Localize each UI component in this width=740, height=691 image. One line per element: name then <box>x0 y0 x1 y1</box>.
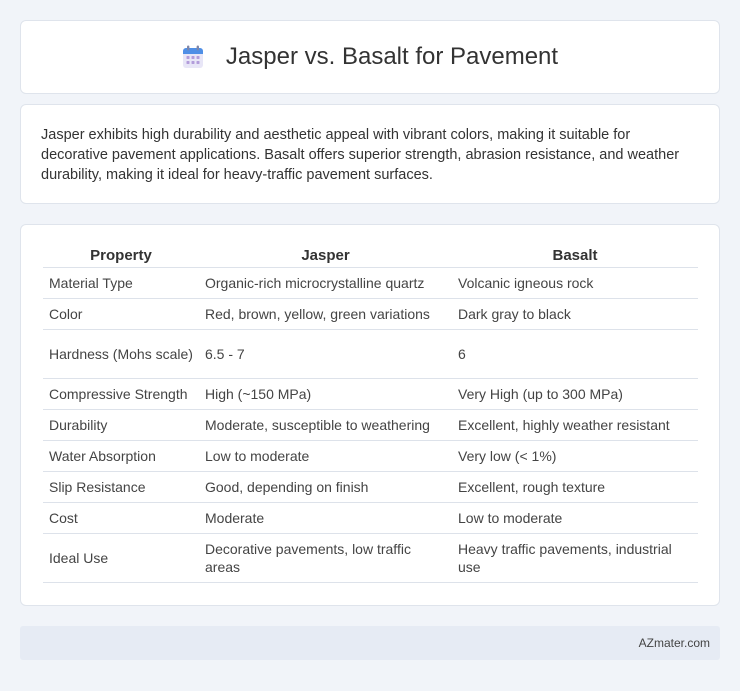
footer-credit[interactable]: AZmater.com <box>638 636 710 650</box>
basalt-cell: Dark gray to black <box>452 299 698 330</box>
property-cell: Cost <box>43 503 199 534</box>
basalt-cell: Excellent, rough texture <box>452 472 698 503</box>
property-cell: Color <box>43 299 199 330</box>
jasper-cell: Moderate, susceptible to weathering <box>199 410 452 441</box>
table-row <box>43 441 698 472</box>
jasper-cell: Low to moderate <box>199 441 452 472</box>
property-cell: Water Absorption <box>43 441 199 472</box>
header-basalt: Basalt <box>452 243 698 268</box>
summary-text: Jasper exhibits high durability and aesthetic appeal with vibrant colors, making it suitable for decorative pavement applications. Basalt offers superior strength, abrasion resistance, and weather durability, making it ideal for heavy-traffic pavement surfaces. <box>41 127 680 183</box>
jasper-cell: Organic-rich microcrystalline quartz <box>199 268 452 299</box>
basalt-cell: Very High (up to 300 MPa) <box>452 379 698 410</box>
table-row <box>43 299 698 330</box>
table-row <box>43 379 698 410</box>
table-row <box>43 503 698 534</box>
basalt-cell: Heavy traffic pavements, industrial use <box>452 534 698 583</box>
property-cell: Slip Resistance <box>43 472 199 503</box>
property-cell: Durability <box>43 410 199 441</box>
basalt-cell: Volcanic igneous rock <box>452 268 698 299</box>
table-row <box>43 330 698 379</box>
jasper-cell: 6.5 - 7 <box>199 330 452 379</box>
jasper-cell: Good, depending on finish <box>199 472 452 503</box>
comparison-table <box>43 243 698 583</box>
table-row <box>43 534 698 583</box>
footer <box>20 626 720 660</box>
jasper-cell: Decorative pavements, low traffic areas <box>199 534 452 583</box>
property-cell: Compressive Strength <box>43 379 199 410</box>
property-cell: Ideal Use <box>43 534 199 583</box>
summary-card <box>20 104 720 204</box>
property-cell: Material Type <box>43 268 199 299</box>
header-card <box>20 20 720 94</box>
jasper-cell: Red, brown, yellow, green variations <box>199 299 452 330</box>
table-header-row <box>43 243 698 268</box>
page-title: Jasper vs. Basalt for Pavement <box>225 43 559 70</box>
header-jasper: Jasper <box>199 243 452 268</box>
calendar-icon <box>182 45 204 69</box>
table-row <box>43 410 698 441</box>
table-row <box>43 268 698 299</box>
comparison-table-card <box>20 224 720 606</box>
jasper-cell: Moderate <box>199 503 452 534</box>
basalt-cell: Excellent, highly weather resistant <box>452 410 698 441</box>
property-cell: Hardness (Mohs scale) <box>43 330 199 379</box>
header-property: Property <box>43 243 199 268</box>
table-row <box>43 472 698 503</box>
basalt-cell: Very low (< 1%) <box>452 441 698 472</box>
basalt-cell: 6 <box>452 330 698 379</box>
basalt-cell: Low to moderate <box>452 503 698 534</box>
jasper-cell: High (~150 MPa) <box>199 379 452 410</box>
